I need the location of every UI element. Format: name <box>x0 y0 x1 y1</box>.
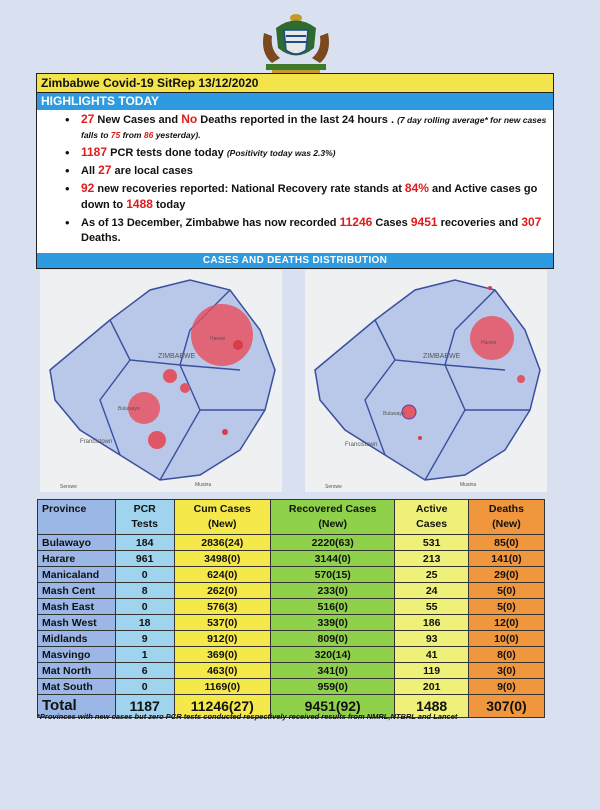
cell-act: 213 <box>395 551 468 567</box>
cell-dth: 5(0) <box>468 583 544 599</box>
cell-dth: 8(0) <box>468 647 544 663</box>
cell-rec: 3144(0) <box>270 551 395 567</box>
table-row <box>38 583 545 599</box>
header-pcr: PCR Tests <box>115 500 174 535</box>
table-row <box>38 567 545 583</box>
highlights-panel <box>36 73 554 269</box>
cell-pcr: 9 <box>115 631 174 647</box>
total-act: 1488 <box>395 695 468 718</box>
total-cum: 11246(27) <box>174 695 270 718</box>
table-row <box>38 535 545 551</box>
cell-pcr: 1 <box>115 647 174 663</box>
map-label-harare: Harare <box>210 336 226 342</box>
cell-cum: 463(0) <box>174 663 270 679</box>
map-label-francistown: Francistown <box>345 442 378 448</box>
cell-dth: 12(0) <box>468 615 544 631</box>
cell-pcr: 0 <box>115 679 174 695</box>
cell-pcr: 6 <box>115 663 174 679</box>
map-label-harare: Harare <box>481 340 497 346</box>
cell-rec: 959(0) <box>270 679 395 695</box>
map-label-serowe: Serowe <box>60 484 77 490</box>
cell-act: 55 <box>395 599 468 615</box>
map-label-francistown: Francistown <box>80 439 113 445</box>
cell-province: Mat South <box>38 679 116 695</box>
cell-province: Bulawayo <box>38 535 116 551</box>
table-header-row <box>38 500 545 535</box>
cell-rec: 570(15) <box>270 567 395 583</box>
cell-pcr: 184 <box>115 535 174 551</box>
cell-rec: 233(0) <box>270 583 395 599</box>
cell-cum: 262(0) <box>174 583 270 599</box>
cell-act: 119 <box>395 663 468 679</box>
table-row <box>38 679 545 695</box>
distribution-heading: CASES AND DEATHS DISTRIBUTION <box>37 253 553 268</box>
highlight-cumulative: • As of 13 December, Zimbabwe has now recorded 11246 Cases 9451 recoveries and 307 Deaths. <box>81 215 553 246</box>
highlights-list <box>37 112 553 246</box>
total-province: Total <box>38 695 116 718</box>
highlight-pcr-tests: • 1187 PCR tests done today (Positivity today was 2.3%) <box>81 145 553 161</box>
cell-dth: 9(0) <box>468 679 544 695</box>
sitrep-title: Zimbabwe Covid-19 SitRep 13/12/2020 <box>37 74 553 93</box>
table-row <box>38 647 545 663</box>
cell-act: 531 <box>395 535 468 551</box>
cell-pcr: 0 <box>115 599 174 615</box>
header-deaths: Deaths (New) <box>468 500 544 535</box>
map-label-country: ZIMBABWE <box>158 353 196 360</box>
cell-province: Mash West <box>38 615 116 631</box>
cell-dth: 5(0) <box>468 599 544 615</box>
cell-act: 186 <box>395 615 468 631</box>
highlight-new-cases: • 27 New Cases and No Deaths reported in the last 24 hours . (7 day rolling average* for new cases falls to 75 from 86 yesterday). <box>81 112 553 143</box>
cell-dth: 29(0) <box>468 567 544 583</box>
cell-cum: 369(0) <box>174 647 270 663</box>
highlight-recoveries: • 92 new recoveries reported: National Recovery rate stands at 84% and Active cases go down to 1488 today <box>81 181 553 213</box>
header-cum-cases: Cum Cases (New) <box>174 500 270 535</box>
cell-rec: 341(0) <box>270 663 395 679</box>
table-row <box>38 599 545 615</box>
cell-dth: 10(0) <box>468 631 544 647</box>
header-recovered: Recovered Cases (New) <box>270 500 395 535</box>
table-row <box>38 663 545 679</box>
total-pcr: 1187 <box>115 695 174 718</box>
highlight-local-cases: • All 27 are local cases <box>81 163 553 179</box>
cell-act: 25 <box>395 567 468 583</box>
deaths-map <box>305 270 547 492</box>
map-label-bulawayo: Bulawayo <box>118 406 140 412</box>
cell-cum: 537(0) <box>174 615 270 631</box>
footnote: *Provinces with new cases but zero PCR tests conducted respectively received results from NMRL,NTBRL and Lancet <box>37 712 458 721</box>
cell-act: 41 <box>395 647 468 663</box>
cell-province: Mat North <box>38 663 116 679</box>
cell-act: 201 <box>395 679 468 695</box>
highlights-heading: HIGHLIGHTS TODAY <box>37 93 553 110</box>
cell-act: 24 <box>395 583 468 599</box>
cell-cum: 2836(24) <box>174 535 270 551</box>
cell-rec: 516(0) <box>270 599 395 615</box>
table-row <box>38 615 545 631</box>
cell-cum: 912(0) <box>174 631 270 647</box>
cases-map <box>40 270 282 492</box>
cell-act: 93 <box>395 631 468 647</box>
cell-dth: 3(0) <box>468 663 544 679</box>
map-label-country: ZIMBABWE <box>423 353 461 360</box>
header-province: Province <box>38 500 116 535</box>
cell-dth: 85(0) <box>468 535 544 551</box>
cell-pcr: 18 <box>115 615 174 631</box>
coat-of-arms-emblem <box>246 8 346 78</box>
cell-cum: 3498(0) <box>174 551 270 567</box>
cell-rec: 2220(63) <box>270 535 395 551</box>
cell-province: Mash East <box>38 599 116 615</box>
header-active: Active Cases <box>395 500 468 535</box>
cell-cum: 1169(0) <box>174 679 270 695</box>
cell-province: Manicaland <box>38 567 116 583</box>
total-dth: 307(0) <box>468 695 544 718</box>
cell-pcr: 8 <box>115 583 174 599</box>
cell-rec: 809(0) <box>270 631 395 647</box>
cell-cum: 576(3) <box>174 599 270 615</box>
cell-province: Midlands <box>38 631 116 647</box>
cell-dth: 141(0) <box>468 551 544 567</box>
total-rec: 9451(92) <box>270 695 395 718</box>
cell-province: Harare <box>38 551 116 567</box>
cell-pcr: 0 <box>115 567 174 583</box>
cell-cum: 624(0) <box>174 567 270 583</box>
map-label-bulawayo: Bulawayo <box>383 411 405 417</box>
cell-rec: 339(0) <box>270 615 395 631</box>
map-label-serowe: Serowe <box>325 484 342 490</box>
map-label-musina: Musina <box>195 482 212 488</box>
map-label-musina: Musina <box>460 482 477 488</box>
cell-province: Mash Cent <box>38 583 116 599</box>
cell-pcr: 961 <box>115 551 174 567</box>
table-row <box>38 551 545 567</box>
province-table <box>37 499 545 718</box>
table-row <box>38 631 545 647</box>
cell-province: Masvingo <box>38 647 116 663</box>
cell-rec: 320(14) <box>270 647 395 663</box>
